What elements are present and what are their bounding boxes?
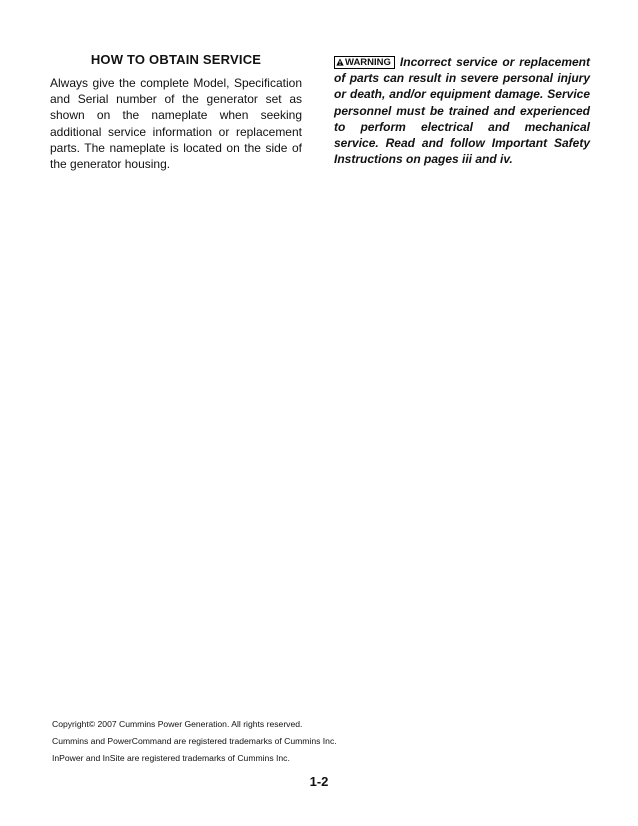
copyright-symbol: © (88, 719, 96, 729)
footer (52, 716, 337, 767)
warning-badge-label: WARNING (345, 57, 391, 68)
copyright-line (52, 716, 337, 733)
warning-triangle-icon (336, 58, 344, 66)
copyright-text: 2007 Cummins Power Generation. All rights reserved. (95, 719, 303, 729)
warning-badge (334, 56, 395, 69)
warning-section (334, 54, 590, 167)
page-number: 1-2 (309, 774, 329, 789)
copyright-prefix: Copyright (52, 719, 89, 729)
trademark-line-2: InPower and InSite are registered trademarks of Cummins Inc. (52, 753, 290, 763)
service-section (50, 52, 302, 172)
trademark-line-1: Cummins and PowerCommand are registered trademarks of Cummins Inc. (52, 736, 337, 746)
section-heading: HOW TO OBTAIN SERVICE (90, 52, 262, 67)
warning-paragraph (334, 54, 590, 167)
service-instructions: Always give the complete Model, Specification and Serial number of the generator set as shown on the nameplate when seeking additional service information or replacement parts. The nameplate is located on the side of the generator housing. (50, 76, 302, 172)
warning-text: Incorrect service or replacement of parts can result in severe personal injury or death, and/or equipment damage. Service personnel must be trained and experienced to perform electrical and mechanical service. Read and follow Important Safety Instructions on pages iii and iv. (334, 55, 590, 167)
